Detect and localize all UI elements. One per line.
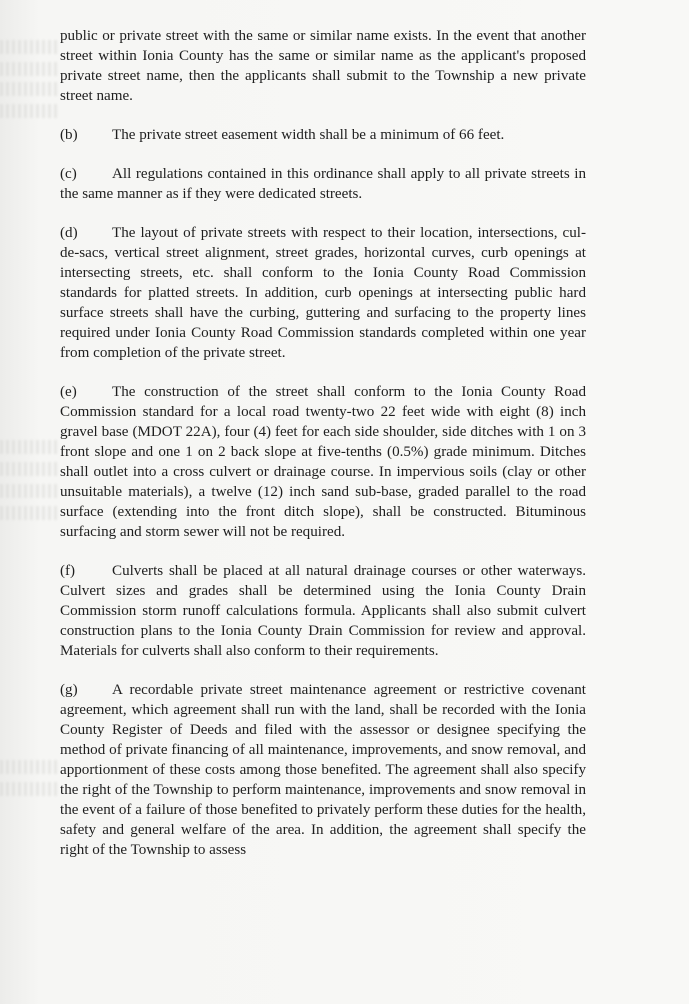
bleed-through-mark: [0, 440, 58, 454]
paragraph-label: (d): [60, 225, 78, 241]
bleed-through-mark: [0, 760, 58, 774]
paragraph-text: Culverts shall be placed at all natural drainage courses or other waterways. Culvert sizes and grades shall be determined using the Ionia County Drain Commission storm runoff calculations formula. Applicants shall also submit culvert construction plans to the Ionia County Drain Commission for review and approval. Materials for culverts shall also conform to their requirements.: [60, 563, 586, 659]
paragraph-f: [60, 561, 586, 661]
bleed-through-mark: [0, 62, 58, 76]
paragraph-b: [60, 125, 586, 145]
paragraph-c: [60, 164, 586, 204]
paragraph-e: [60, 382, 586, 542]
paragraph-text: The layout of private streets with respect to their location, intersections, cul-de-sacs, vertical street alignment, street grades, horizontal curves, curb openings at intersecting streets, etc. shall conform to the Ionia County Road Commission standards for platted streets. In addition, curb openings at intersecting public hard surface streets shall have the curbing, guttering and surfacing to the property lines required under Ionia County Road Commission standards completed within one year from completion of the private street.: [60, 225, 586, 361]
bleed-through-mark: [0, 782, 58, 796]
paragraph-text: public or private street with the same or similar name exists. In the event that another street within Ionia County has the same or similar name as the applicant's proposed private street name, then the applicants shall submit to the Township a new private street name.: [60, 28, 586, 104]
paragraph-continuation: [60, 26, 586, 106]
paragraph-g: [60, 680, 586, 860]
paragraph-text: The private street easement width shall be a minimum of 66 feet.: [112, 127, 505, 143]
paragraph-label: (c): [60, 166, 77, 182]
paragraph-text: The construction of the street shall conform to the Ionia County Road Commission standard for a local road twenty-two 22 feet wide with eight (8) inch gravel base (MDOT 22A), four (4) feet for each side shoulder, side ditches with 1 on 3 front slope and one 1 on 2 back slope at five-tenths (0.5%) grade minimum. Ditches shall outlet into a cross culvert or drainage course. In impervious soils (clay or other unsuitable materials), a twelve (12) inch sand sub-base, graded parallel to the road surface (extending into the front ditch slope), shall be constructed. Bituminous surfacing and storm sewer will not be required.: [60, 384, 586, 540]
bleed-through-mark: [0, 506, 58, 520]
paragraph-label: (b): [60, 127, 78, 143]
document-body: [60, 26, 586, 879]
bleed-through-mark: [0, 40, 58, 54]
bleed-through-mark: [0, 484, 58, 498]
bleed-through-mark: [0, 104, 58, 118]
bleed-through-mark: [0, 82, 58, 96]
bleed-through-mark: [0, 462, 58, 476]
paragraph-label: (e): [60, 384, 77, 400]
paragraph-text: A recordable private street maintenance agreement or restrictive covenant agreement, which agreement shall run with the land, shall be recorded with the Ionia County Register of Deeds and filed with the assessor or designee specifying the method of private financing of all maintenance, improvements, and snow removal, and apportionment of these costs among those benefited. The agreement shall also specify the right of the Township to perform maintenance, improvements and snow removal in the event of a failure of those benefited to privately perform these duties for the health, safety and general welfare of the area. In addition, the agreement shall specify the right of the Township to assess: [60, 682, 586, 858]
paragraph-label: (g): [60, 682, 78, 698]
paragraph-label: (f): [60, 563, 76, 579]
paragraph-d: [60, 223, 586, 363]
paragraph-text: All regulations contained in this ordinance shall apply to all private streets in the same manner as if they were dedicated streets.: [60, 166, 586, 202]
